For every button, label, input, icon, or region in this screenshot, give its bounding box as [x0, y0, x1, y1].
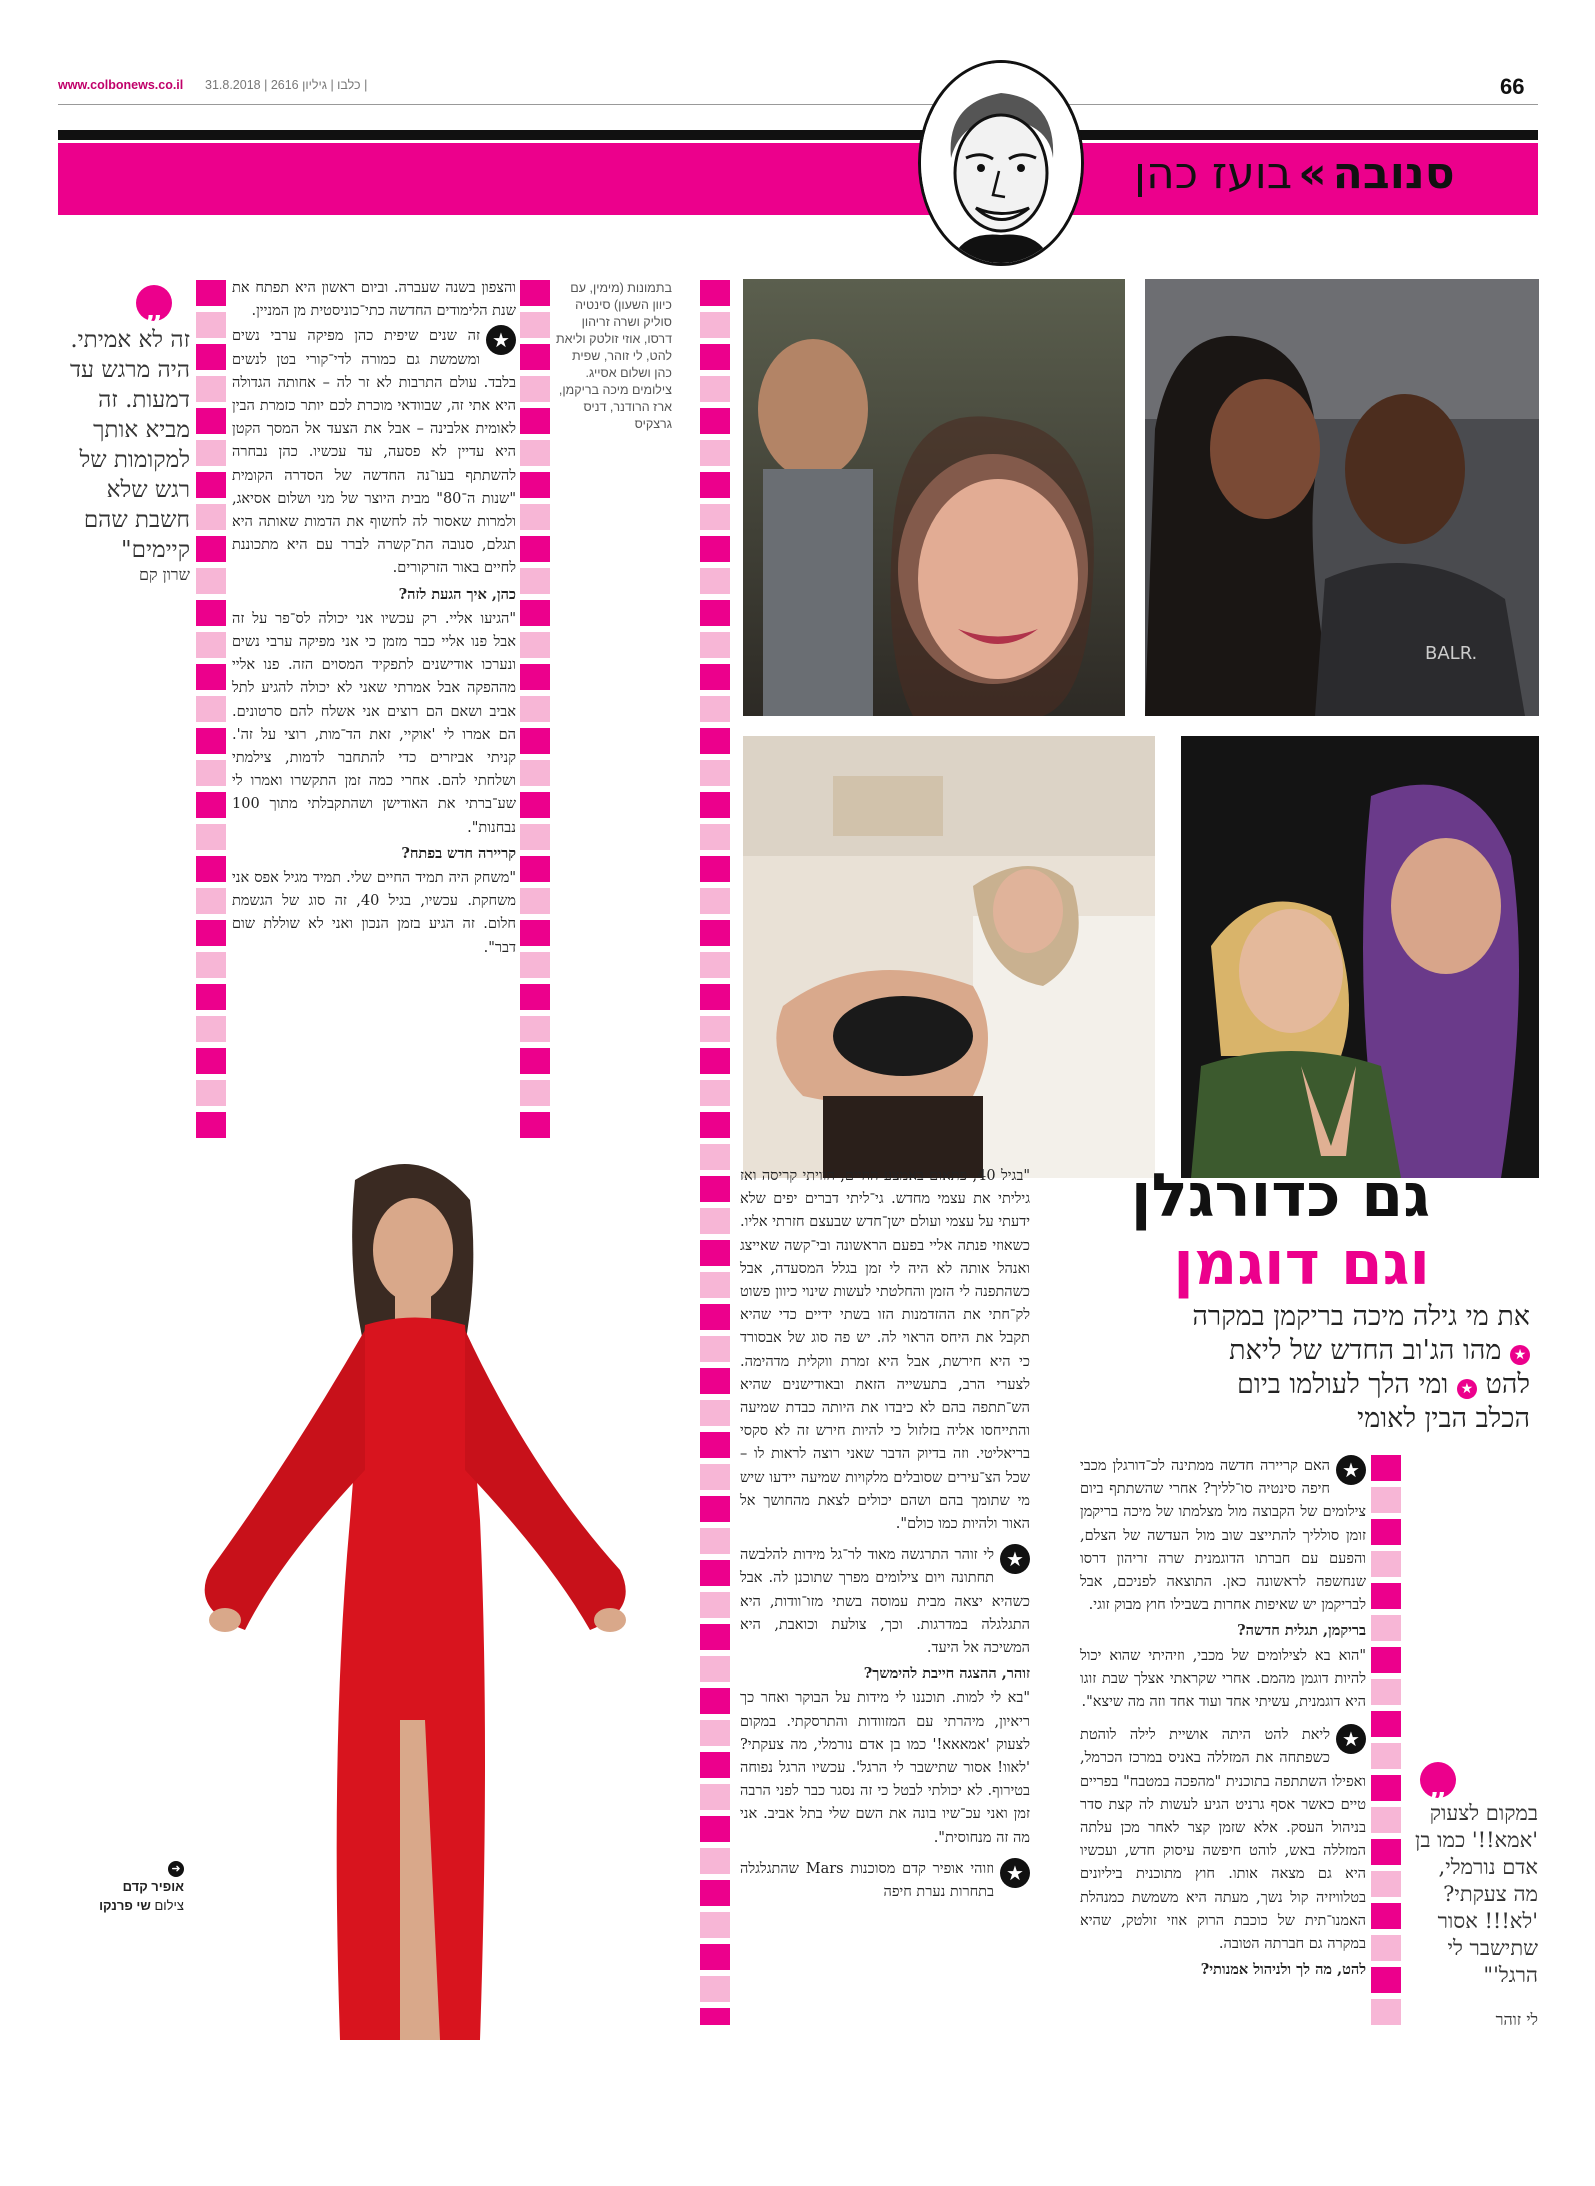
paragraph-text: האם קריירה חדשה ממתינה לכ־דורגלן מכבי חיפה סינטיה סו־לליך? אחרי שהשתתף ביום צילומים של הקבוצה מול מצלמתו של מיכה בריקמן זומן סולליך להתייצב שוב מול העדשה של הצלם, והפעם עם חברתו הדוגמנית שרה זריהון דרסו שנחשפה לראשונה כאן. התוצאה לפניכם, אבל לבריקמן יש שאיפות אחרות בשבילו חוץ מבוק זוגי. [1080, 1458, 1366, 1614]
site-url[interactable]: www.colbonews.co.il [58, 78, 184, 92]
paragraph [740, 1858, 1030, 1904]
star-icon: ★ [1336, 1724, 1366, 1754]
pull-quote-top: זה לא אמיתי. היה מרגש עד דמעות. זה מביא אותך למקומות של רגש שלא חשבת שהם קיימים" [70, 327, 190, 563]
column-label: סנובה [1332, 148, 1455, 199]
paragraph: "בא לי למות. תוכננו לי מידות על הבוקר ואחר כך ריאיון, מיהרתי עם המזוודות והתרסקתי. במקום לצעוק 'אמאאא!' כמו בן אדם נורמלי, מה צעקתי? 'לאוו! אסור שתישבר לי הרגל'. עכשיו הרגל נפוחה בטירוף. לא יכולתי לבטל כי זה נסגר כבר לפני הרבה זמן ואני עכ־שיו בונה את השם שלי בתל אביב. אני מה זה מנחוסית". [740, 1690, 1030, 1846]
paragraph [1080, 1455, 1366, 1617]
subtitle [1070, 1300, 1530, 1436]
paragraph: "בגיל 40, פתאום באמצע החיים, חוויתי קריסה ואז גיליתי את עצמי מחדש. גי־ליתי דברים יפים שלא ידעתי על עצמי ועולם ישן־חדש שבעצם חזרתי אליו. כשאוזי פנתה אליי בפעם הראשונה ובי־קשה שאייצג ואנהל אותה לא היה לי זמן בגלל המסעדה, אבל כשהתפנה לי הזמן והחלטתי לעשות שינוי כיוון פשוט לק־חתי את ההזדמנות הזו בשתי ידיים כדי שהיא תקבל את היחס הראוי לה. יש פה סוג של אבסורד כי היא חירשת, אבל היא זמרת ווקלית מדהימה. לצערי הרב, בתעשייה הזאת ובאודישנים שהיא הש־תתפה בהם לא כיבדו את היותה כבדת שמיעה והתייחסו אליה בזלזול כי להיות חירש זה לא סקסי בריאליטי. וזה בדיוק הדבר שאני רוצה לראות לו – שכל הצ־עירים שסובלים מלקויות שמיעה יידעו שיש מי שתומך בהם ושהם יכולים לצאת מהחושך אל האור ולהיות כמו כולם". [740, 1168, 1031, 1533]
columnist-name: בועז כהן [1134, 148, 1293, 199]
photographer-credit [64, 1896, 184, 1915]
star-icon: ★ [1336, 1455, 1366, 1485]
question: כהן, איך הגעת לזה? [398, 585, 516, 603]
star-icon: ★ [486, 325, 516, 355]
paragraph: והצפון בשנה שעברה. וביום ראשון היא תפתח את שנת הלימודים החדשה כתי־כוניסטית מן המניין. [232, 280, 516, 320]
photo-cohen-assayag [743, 279, 1125, 716]
headline-line-1: גם כדורגלן [1130, 1161, 1430, 1231]
photo-li-zohar [743, 736, 1155, 1178]
photo-couple [1145, 279, 1539, 716]
star-icon: ★ [1457, 1379, 1477, 1399]
pull-quote-bottom-author: לי זוהר [1495, 2010, 1538, 2029]
right-column [1080, 1455, 1366, 1983]
question: בריקמן, תגלית חדשה? [1237, 1622, 1366, 1640]
star-icon: ★ [1000, 1858, 1030, 1888]
headline-line-2: וגם דוגמן [1173, 1229, 1430, 1299]
paragraph-text: ליאת להט היתה אושיית לילה לוהטת כשפתחה את המזללה באניס במרכז הכרמל, ואפילו השתתפה בתוכנית "מהפכה במטבח" בפריים טיים כאשר אסף גרניט הגיע לעשות לה קצת סדר בניהול העסק. אלא שזמן קצר לאחר מכן עלתה המזללה באש, לוהט חיפשה עיסוק חדש, ועכשיו היא גם מצאה אותו. חוץ מתוכנית ביליונים בטלוויזיה קול נשך, מעתה היא משמשת כמנהלת האמנו־תית של כוכבת הרוק אוזי זולטק, שהיא במקרה גם חברתה הטובה. [1080, 1727, 1366, 1953]
columnist-caricature [918, 60, 1084, 266]
column-title [1134, 148, 1455, 199]
paragraph: "משחק היה תמיד החיים שלי. תמיד מגיל אפס אני משחקת. עכשיו, בגיל 40, זה סוג של הגשמת חלום. זה הגיע בזמן הנכון ואני לא שוללת שום דבר". [232, 870, 516, 956]
subtitle-text: ומי הלך לעולמו ביום [1236, 1369, 1449, 1400]
decor-stripe [1371, 1455, 1401, 2025]
subtitle-text: להט [1485, 1369, 1530, 1400]
question: קריירה חדש בפתח? [401, 844, 516, 862]
issue-info: | כלבו | גיליון 2616 | 31.8.2018 [205, 78, 368, 92]
star-icon: ★ [1510, 1345, 1530, 1365]
model-name: אופיר קדם [122, 1879, 184, 1894]
paragraph: "הגיעו אליי. רק עכשיו אני יכולה לס־פר על זה אבל פנו אליי כבר מזמן כי אני מפיקה ערבי נשים ונערכו אודישנים לתפקיד המסוים הזה. פנו אליי מההפקה אבל אמרתי שאני לא יכולה להגיע לתל אביב ושאם הם רוצים אני אשלח להם סרטונים. הם אמרו לי 'אוקיי, זאת הד־מות, רוצי על זה'. קניתי אביזרים כדי להתחבר לדמות, צילמתי ושלחתי להם. אחרי כמה זמן התקשרו ואמרו לי שע־ברתי את האודישן ושהתקבלתי מתוך 100 נבחנות". [232, 610, 516, 836]
paragraph [232, 325, 516, 580]
subtitle-line: את מי גילה מיכה בריקמן במקרה [1192, 1301, 1530, 1332]
middle-column [740, 1165, 1030, 1906]
quote-icon: „ [1420, 1762, 1456, 1798]
photo-lahat-zoltak [1181, 736, 1539, 1178]
decor-stripe [196, 280, 226, 1150]
double-arrow-icon: » [1298, 148, 1327, 199]
arrow-icon: ➜ [168, 1861, 184, 1877]
quote-icon: „ [136, 285, 172, 321]
subtitle-line [1070, 1334, 1530, 1368]
left-column [232, 277, 516, 962]
photo-ofir-kedem [150, 1140, 690, 2040]
pull-quote-bottom: במקום לצעוק 'אמא!!' כמו בן אדם נורמלי, מה צעקתי? 'לא!!! אסור שתישבר לי הרגל'" [1415, 1801, 1538, 1987]
page-number: 66 [1500, 74, 1525, 99]
photo-credits: בתמונות (מימין, עם כיוון השעון) סינטיה סוליק ושרה זריהון דרסו, אוזי זולטק וליאת להט, לי זוהר, שפית כהן ושלום אסייג. צילומים מיכה בריקמן, ארז הרודנר, דניס גרצקיס [556, 281, 672, 431]
paragraph [740, 1544, 1030, 1660]
paragraph: "הוא בא לצילומים של מכבי, וזיהיתי שהוא יכול להיות דוגמן מהמם. אחרי שקראתי אצלך שבת זוגו היא דוגמנית, עשיתי אחד ועוד אחד וזה מה שיצא". [1080, 1647, 1366, 1711]
paragraph-text: וזוהי אופיר קדם מסוכנות Mars שהתגלגלה בתחרות נערת חיפה [740, 1860, 994, 1901]
pull-quote-top-author: שרון קם [139, 565, 190, 584]
subtitle-line: הכלב הבין לאומי [1357, 1403, 1530, 1434]
paragraph [1080, 1724, 1366, 1956]
paragraph-text: לי זוהר התרגשה מאוד לר־גל מידות להלבשה תחתונה ויום צילומים מפרך שתוכנן לה. אבל כשהיא יצאה מבית עמוסה בשתי מזו־וודות, היא התגלגלה במדרגות. וכך, צולעת וכואבת, היא המשיכה אל היעד. [740, 1547, 1030, 1657]
question: זוהר, ההצגה חייבת להימשך? [863, 1665, 1030, 1683]
star-icon: ★ [1000, 1544, 1030, 1574]
photographer-name: שי פרנקו [99, 1898, 151, 1913]
subtitle-line [1070, 1368, 1530, 1402]
model-credit [64, 1858, 184, 1915]
header-black-rule [58, 130, 1538, 140]
decor-stripe [700, 280, 730, 2025]
svg-text:BALR.: BALR. [1425, 643, 1478, 664]
subtitle-text: מהו הג'וב החדש של ליאת [1229, 1335, 1502, 1366]
photo-label: צילום [154, 1898, 184, 1913]
question: להט, מה לך ולניהול אמנותי? [1200, 1961, 1366, 1979]
paragraph-text: זה שנים שיפית כהן מפיקה ערבי נשים ומשמשת גם כמורה לדי־קורי בטן לנשים בלבד. עולם התרבות לא זר לה – אחותה הגדולה היא אתי זה, שבוודאי מוכרת לכם יותר כזמרת הבין לאומית אלבינה – אבל את הצעד אל המסך הקטן היא עדיין לא פסעה, עד עכשיו. כהן נבחרה להשתתף בעו־נה החדשה של הסדרה הקומית "שנות ה־80" מבית היוצר של מני ושלום אסיאג, ולמרות שאסור לה לחשוף את הדמות שאותה היא תגלם, סנובה הת־קשרה לברר עם היא מתכוננת לחיים באור הזרקורים. [232, 328, 516, 577]
decor-stripe [520, 280, 550, 1150]
